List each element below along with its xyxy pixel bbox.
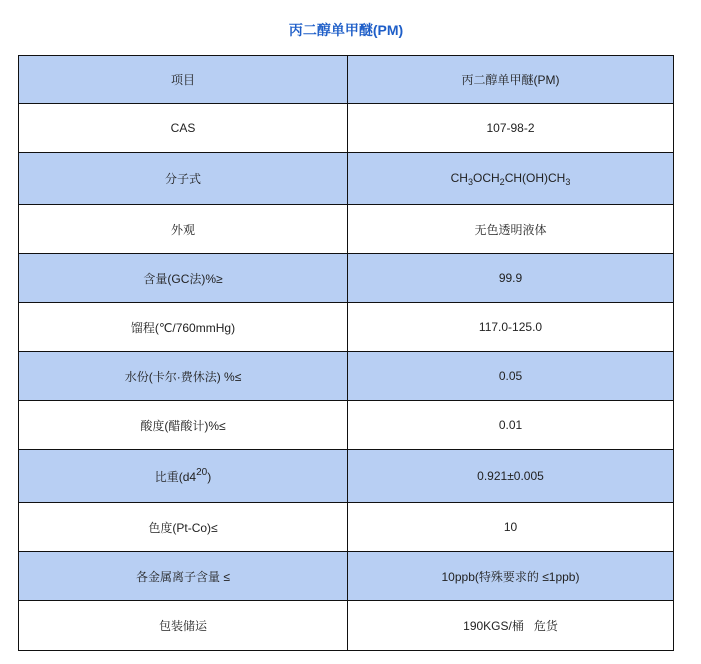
row-label: 各金属离子含量 ≤ (19, 552, 348, 601)
row-label: CAS (19, 104, 348, 153)
row-value: 117.0-125.0 (348, 303, 674, 352)
table-row (19, 601, 674, 651)
table-row (19, 153, 674, 205)
row-label: 酸度(醋酸计)%≤ (19, 401, 348, 450)
row-value: 10ppb(特殊要求的 ≤1ppb) (348, 552, 674, 601)
label-sup: 20 (196, 467, 208, 478)
spec-table (18, 55, 674, 651)
row-value: 0.921±0.005 (348, 450, 674, 503)
formula-part: CH(OH)CH (504, 170, 566, 185)
table-row (19, 552, 674, 601)
formula-sub: 3 (565, 176, 571, 187)
row-value: 190KGS/桶 危货 (348, 601, 674, 651)
row-value: 0.01 (348, 401, 674, 450)
table-row (19, 254, 674, 303)
table-header-row (19, 56, 674, 104)
row-value: 无色透明液体 (348, 205, 674, 254)
page-title: 丙二醇单甲醚(PM) (288, 22, 404, 38)
table-row (19, 503, 674, 552)
label-part: 比重(d4 (154, 470, 197, 484)
header-value: 丙二醇单甲醚(PM) (348, 56, 674, 104)
table-row (19, 104, 674, 153)
label-part: ) (207, 470, 212, 484)
row-value: 10 (348, 503, 674, 552)
table-row (19, 303, 674, 352)
header-item: 项目 (19, 56, 348, 104)
row-label: 水份(卡尔·费休法) %≤ (19, 352, 348, 401)
row-value: 107-98-2 (348, 104, 674, 153)
table-row (19, 450, 674, 503)
row-label (19, 450, 348, 503)
formula-part: OCH (473, 170, 500, 185)
row-value-formula (348, 153, 674, 205)
row-value: 0.05 (348, 352, 674, 401)
formula-sub: 3 (467, 176, 473, 187)
row-label: 外观 (19, 205, 348, 254)
formula-sub: 2 (499, 176, 505, 187)
row-label: 分子式 (19, 153, 348, 205)
row-label: 包装储运 (19, 601, 348, 651)
row-label: 色度(Pt-Co)≤ (19, 503, 348, 552)
formula-part: CH (450, 170, 468, 185)
table-row (19, 352, 674, 401)
table-row (19, 205, 674, 254)
table-row (19, 401, 674, 450)
row-value: 99.9 (348, 254, 674, 303)
row-label: 馏程(℃/760mmHg) (19, 303, 348, 352)
row-label: 含量(GC法)%≥ (19, 254, 348, 303)
